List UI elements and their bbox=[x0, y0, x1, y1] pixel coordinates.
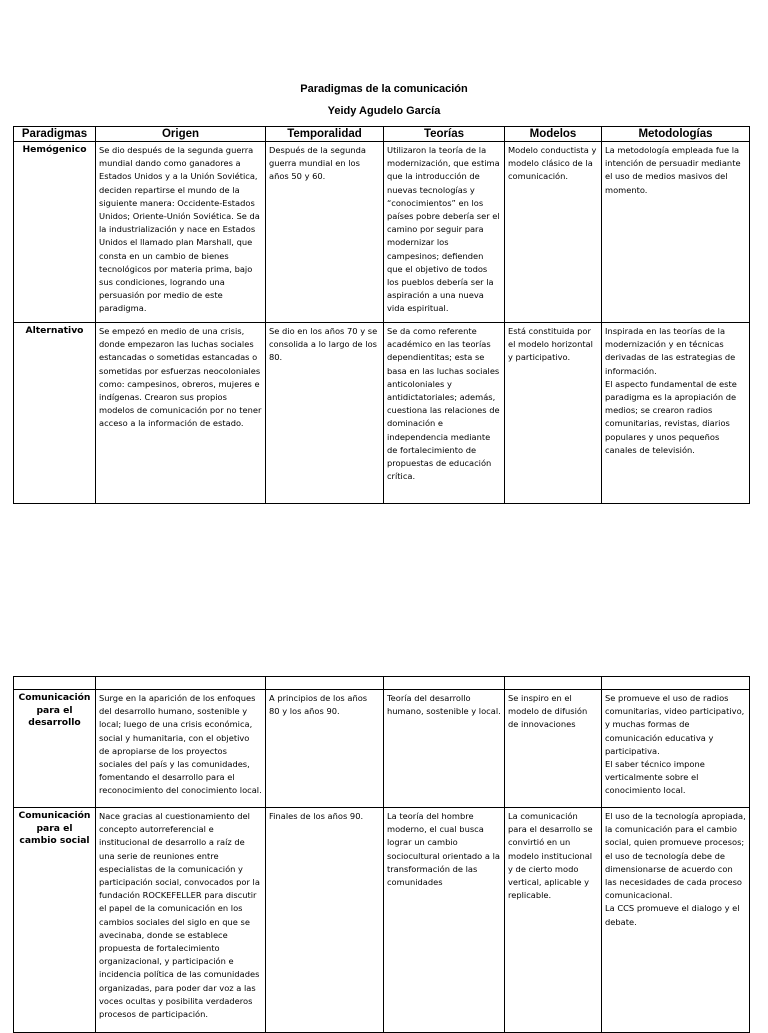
document-title: Paradigmas de la comunicación bbox=[300, 83, 468, 95]
blank-cell bbox=[14, 677, 96, 690]
row-label: Hemógenico bbox=[14, 142, 96, 323]
document-author: Yeidy Agudelo García bbox=[327, 105, 441, 117]
paradigms-table-continued bbox=[13, 676, 750, 1033]
cell-teorias: Teoría del desarrollo humano, sostenible y local. bbox=[384, 690, 505, 808]
cell-origen: Surge en la aparición de los enfoques del desarrollo humano, sostenible y local; luego de una crisis económica, social y humanitaria, con el objetivo de apropiarse de los proyectos sociales del país y las comunidades, fomentando el desarrollo para el reconocimiento del conocimiento local. bbox=[96, 690, 266, 808]
blank-cell bbox=[602, 677, 750, 690]
blank-cell bbox=[505, 677, 602, 690]
table-row bbox=[14, 323, 750, 504]
cell-temporalidad: A principios de los años 80 y los años 90. bbox=[266, 690, 384, 808]
cell-origen: Nace gracias al cuestionamiento del concepto autorreferencial e institucional de desarrollo a raíz de una serie de reuniones entre especialistas de la comunicación y participación social, convocados por la fundación ROCKEFELLER para discutir el papel de la comunicación en los cambios sociales del siglo en que se avecinaba, donde se establece propuesta de fortalecimiento organizacional, y participación e incidencia política de las comunidades organizadas, para poder dar voz a las voces ocultas y posibilita verdaderos procesos de participación. bbox=[96, 808, 266, 1033]
row-label: Comunicación para el desarrollo bbox=[14, 690, 96, 808]
header-paradigmas: Paradigmas bbox=[14, 127, 96, 142]
cell-modelos: La comunicación para el desarrollo se convirtió en un modelo institucional y de cierto modo vertical, aplicable y replicable. bbox=[505, 808, 602, 1033]
row-label: Comunicación para el cambio social bbox=[14, 808, 96, 1033]
table-row bbox=[14, 142, 750, 323]
header-temporalidad: Temporalidad bbox=[266, 127, 384, 142]
cell-temporalidad: Se dio en los años 70 y se consolida a lo largo de los 80. bbox=[266, 323, 384, 504]
cell-metodologias: La metodología empleada fue la intención de persuadir mediante el uso de medios masivos del momento. bbox=[602, 142, 750, 323]
header-teorias: Teorías bbox=[384, 127, 505, 142]
cell-modelos: Está constituida por el modelo horizontal y participativo. bbox=[505, 323, 602, 504]
paradigms-table bbox=[13, 126, 750, 504]
row-label: Alternativo bbox=[14, 323, 96, 504]
header-metodologias: Metodologías bbox=[602, 127, 750, 142]
cell-metodologias: El uso de la tecnología apropiada, la comunicación para el cambio social, quien promueve procesos; el uso de tecnología debe de dimensionarse de acuerdo con las necesidades de cada proceso comunicacional. La CCS promueve el dialogo y el debate. bbox=[602, 808, 750, 1033]
cell-metodologias: Se promueve el uso de radios comunitarias, video participativo, y muchas formas de comunicación educativa y participativa. El saber técnico impone verticalmente sobre el conocimiento local. bbox=[602, 690, 750, 808]
blank-cell bbox=[266, 677, 384, 690]
table-row bbox=[14, 690, 750, 808]
header-origen: Origen bbox=[96, 127, 266, 142]
cell-origen: Se empezó en medio de una crisis, donde empezaron las luchas sociales estancadas o sometidas estancadas o sometidas por esfuerzas neocoloniales como: campesinos, obreros, mujeres e indígenas. Crearon sus propios modelos de comunicación por no tener acceso a la información de estado. bbox=[96, 323, 266, 504]
blank-header-row bbox=[14, 677, 750, 690]
header-modelos: Modelos bbox=[505, 127, 602, 142]
cell-origen: Se dio después de la segunda guerra mundial dando como ganadores a Estados Unidos y a la Unión Soviética, deciden repartirse el mundo de la siguiente manera: Occidente-Estados Unidos; Oriente-Unión Soviética. Se da la industrialización y nace en Estados Unidos el llamado plan Marshall, que consta en un cambio de bienes tecnológicos por materia prima, bajo sus condiciones, logrando una persuasión por medio de este paradigma. bbox=[96, 142, 266, 323]
cell-modelos: Modelo conductista y modelo clásico de la comunicación. bbox=[505, 142, 602, 323]
cell-modelos: Se inspiro en el modelo de difusión de innovaciones bbox=[505, 690, 602, 808]
cell-metodologias: Inspirada en las teorías de la modernización y en técnicas derivadas de las estrategias de información. El aspecto fundamental de este paradigma es la apropiación de medios; se crearon radios comunitarias, revistas, diarios populares y unos pequeños canales de televisión. bbox=[602, 323, 750, 504]
table-header-row bbox=[14, 127, 750, 142]
blank-cell bbox=[96, 677, 266, 690]
cell-temporalidad: Después de la segunda guerra mundial en los años 50 y 60. bbox=[266, 142, 384, 323]
cell-temporalidad: Finales de los años 90. bbox=[266, 808, 384, 1033]
cell-teorias: Utilizaron la teoría de la modernización, que estima que la introducción de nuevas tecnologías y “conocimientos” en los países pobre debería ser el camino por seguir para modernizar los campesinos; defienden que el objetivo de todos los pueblos debería ser la aspiración a una nueva vida espiritual. bbox=[384, 142, 505, 323]
cell-teorias: Se da como referente académico en las teorías dependientitas; esta se basa en las luchas sociales anticoloniales y antidictatoriales; además, cuestiona las relaciones de dominación e independencia mediante de fortalecimiento de propuestas de educación crítica. bbox=[384, 323, 505, 504]
cell-teorias: La teoría del hombre moderno, el cual busca lograr un cambio sociocultural orientado a la transformación de las comunidades bbox=[384, 808, 505, 1033]
blank-cell bbox=[384, 677, 505, 690]
table-row bbox=[14, 808, 750, 1033]
